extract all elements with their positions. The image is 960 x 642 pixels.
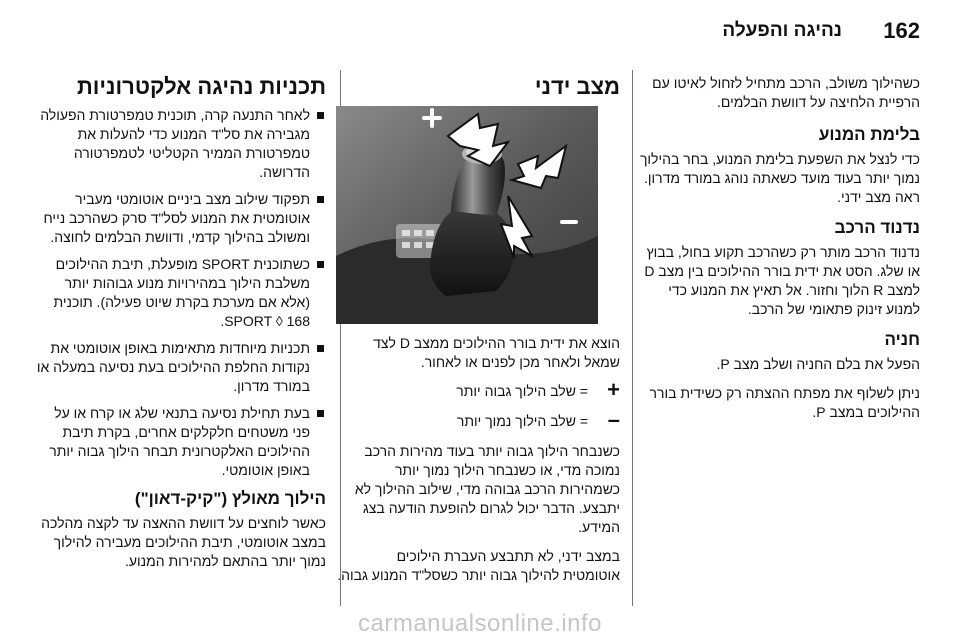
column-left: [34, 74, 326, 581]
page-header: [0, 18, 960, 48]
list-item: תפקוד שילוב מצב ביניים אוטומטי מעביר אוטומטית את המנוע לסל"ד סרק כשהרכב נייח ומשולב בהילוך קדמי, ודוושת הבלמים לחוצה.: [34, 190, 326, 247]
gear-lever-illustration: [336, 106, 598, 324]
rocking-heading: נדנוד הרכב: [834, 218, 920, 237]
page-number: 162: [883, 18, 920, 43]
manual-no-auto-upshift-paragraph: במצב ידני, לא תתבצע העברת הילוכים אוטומטית להילוך גבוה יותר כשסל"ד המנוע גבוה.: [337, 548, 620, 583]
engine-braking-heading: בלימת המנוע: [818, 125, 920, 144]
list-item: תכניות מיוחדות מתאימות באופן אוטומטי את נקודות החלפת ההילוכים בעת נסיעה במעלה או במורד מדרון.: [34, 339, 326, 396]
column-divider-right: [632, 70, 633, 606]
plus-symbol: +: [607, 377, 620, 402]
electronic-programs-heading: תכניות נהיגה אלקטרוניות: [76, 74, 326, 99]
parking-heading: חניה: [884, 330, 920, 349]
photo-caption: הוצא את ידית בורר ההילוכים ממצב D לצד שמאל ולאחר מכן לפנים או לאחור.: [373, 335, 620, 370]
column-right: [638, 74, 920, 432]
parking-text: הפעל את בלם החניה ושלב מצב P.: [716, 356, 920, 372]
downshift-text: = שלב הילוך נמוך יותר: [456, 413, 588, 429]
ignition-key-text: ניתן לשלוף את מפתח ההצתה רק כשידית בורר ההילוכים במצב P.: [649, 385, 920, 420]
shift-inhibit-paragraph: כשנבחר הילוך גבוה יותר בעוד מהירות הרכב נמוכה מדי, או כשנבחר הילוך נמוך יותר כשמהירות הרכב גבוהה מדי, שילוב ההילוך לא יתבצע. הדבר יכול לגרום להופעת הודעה בצג המידע.: [354, 443, 620, 535]
upshift-text: = שלב הילוך גבוה יותר: [456, 383, 588, 399]
list-item: כשתוכנית SPORT מופעלת, תיבת ההילוכים משלבת הילוך במהירויות מנוע גבוהות יותר (אלא אם מערכת בקרת שיוט פעילה). תוכנית SPORT ◊ 168.: [34, 255, 326, 331]
list-item: לאחר התנעה קרה, תוכנית טמפרטורת הפעולה מגבירה את סל"ד המנוע כדי להעלות את טמפרטורת הממיר הקטליטי לטמפרטורה הדרושה.: [34, 106, 326, 182]
minus-symbol: –: [607, 407, 620, 432]
rocking-text: נדנוד הרכב מותר רק כשהרכב תקוע בחול, בבוץ או שלג. הסט את ידית בורר ההילוכים בין מצב D למצב R הלוך וחזור. אל תאיץ את המנוע כדי למנוע זינוק פתאומי של הרכב.: [644, 244, 920, 317]
page-title: נהיגה והפעלה: [722, 20, 842, 41]
kickdown-text: כאשר לוחצים על דוושת ההאצה עד לקצה מהלכה במצב אוטומטי, תיבת ההילוכים מעבירה להילוך נמוך יותר בהתאם למהירות המנוע.: [41, 515, 326, 569]
upshift-legend: [336, 377, 620, 402]
column-middle: [336, 74, 620, 595]
creep-paragraph: כשהילוך משולב, הרכב מתחיל לזחול לאיטו עם הרפיית הלחיצה על דוושת הבלמים.: [652, 75, 920, 110]
kickdown-heading: הילוך מאולץ ("קיק-דאון"): [134, 489, 326, 508]
manual-mode-heading: מצב ידני: [534, 74, 620, 99]
list-item: בעת תחילת נסיעה בתנאי שלג או קרח או על פני משטחים חלקלקים אחרים, בקרת תיבת ההילוכים האלקטרונית תבחר הילוך גבוה יותר באופן אוטומטי.: [34, 404, 326, 480]
downshift-legend: [336, 407, 620, 432]
gear-lever-photo: [336, 106, 598, 324]
programs-list: [34, 106, 326, 480]
watermark: carmanualsonline.info: [358, 610, 602, 637]
engine-braking-text: כדי לנצל את השפעת בלימת המנוע, בחר בהילוך נמוך יותר בעוד מועד כשאתה נוהג במורד מדרון. ראה מצב ידני.: [639, 151, 920, 205]
